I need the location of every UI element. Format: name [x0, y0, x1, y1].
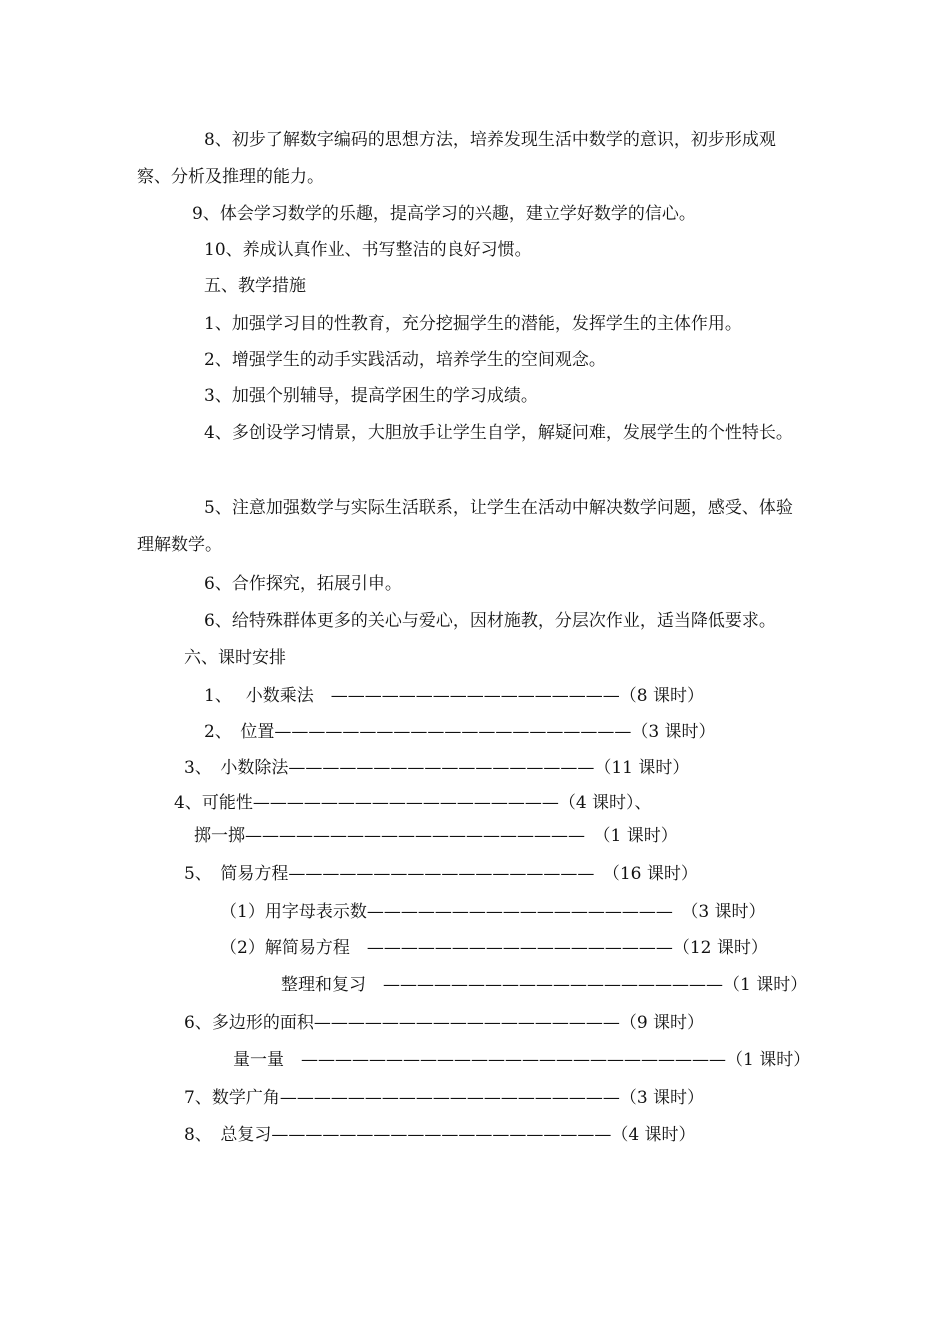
- schedule-item-6b: 量一量 —————————————————————————（1 课时）: [233, 1050, 811, 1070]
- schedule-item-5-1: （1）用字母表示数—————————————————— （3 课时）: [220, 902, 766, 922]
- measure-2: 2、增强学生的动手实践活动，培养学生的空间观念。: [204, 350, 606, 370]
- section-heading-schedule: 六、课时安排: [184, 648, 286, 668]
- schedule-item-5-2: （2）解简易方程 ——————————————————（12 课时）: [220, 938, 768, 958]
- measure-1: 1、加强学习目的性教育，充分挖掘学生的潜能，发挥学生的主体作用。: [204, 314, 742, 334]
- measure-4: 4、多创设学习情景，大胆放手让学生自学，解疑问难，发展学生的个性特长。: [204, 423, 793, 443]
- schedule-item-1: 1、 小数乘法 —————————————————（8 课时）: [204, 686, 704, 706]
- schedule-item-5: 5、 简易方程—————————————————— （16 课时）: [184, 864, 698, 884]
- goal-8-line-1: 8、初步了解数字编码的思想方法，培养发现生活中数学的意识，初步形成观: [204, 130, 776, 150]
- schedule-item-7: 7、数学广角————————————————————（3 课时）: [184, 1088, 705, 1108]
- measure-5-line-1: 5、注意加强数学与实际生活联系，让学生在活动中解决数学问题，感受、体验: [204, 498, 793, 518]
- section-heading-measures: 五、教学措施: [204, 276, 306, 296]
- goal-10: 10、养成认真作业、书写整洁的良好习惯。: [204, 240, 532, 260]
- measure-6: 6、合作探究，拓展引申。: [204, 574, 402, 594]
- schedule-item-2: 2、 位置—————————————————————（3 课时）: [204, 722, 716, 742]
- schedule-item-4b: 掷一掷———————————————————— （1 课时）: [194, 826, 678, 846]
- goal-8-line-2: 察、分析及推理的能力。: [137, 167, 324, 187]
- goal-9: 9、体会学习数学的乐趣，提高学习的兴趣，建立学好数学的信心。: [192, 204, 696, 224]
- schedule-item-5-review: 整理和复习 ————————————————————（1 课时）: [281, 975, 808, 995]
- schedule-item-3: 3、 小数除法——————————————————（11 课时）: [184, 758, 690, 778]
- schedule-item-4: 4、可能性——————————————————（4 课时）、: [174, 793, 652, 813]
- schedule-item-8: 8、 总复习————————————————————（4 课时）: [184, 1125, 696, 1145]
- measure-6-special: 6、给特殊群体更多的关心与爱心，因材施教，分层次作业，适当降低要求。: [204, 611, 776, 631]
- measure-3: 3、加强个别辅导，提高学困生的学习成绩。: [204, 386, 538, 406]
- schedule-item-6: 6、多边形的面积——————————————————（9 课时）: [184, 1013, 705, 1033]
- measure-5-line-2: 理解数学。: [137, 535, 222, 555]
